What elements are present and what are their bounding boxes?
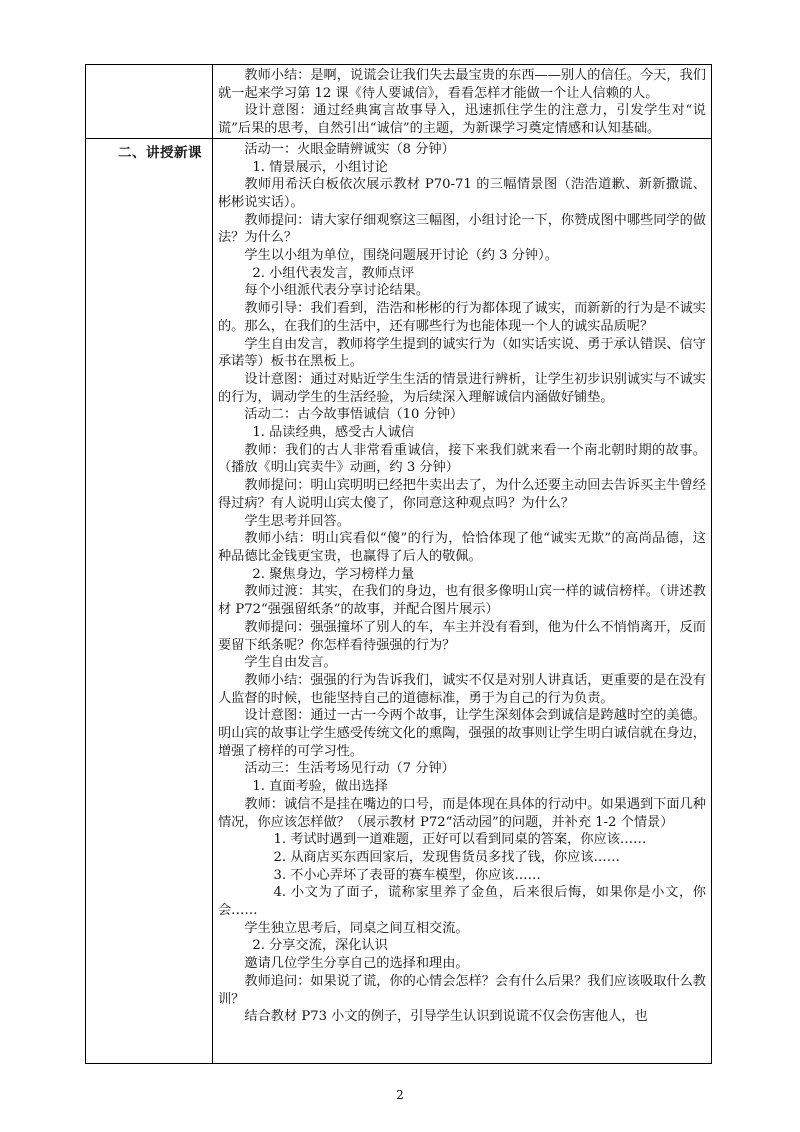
paragraph: 每个小组派代表分享讨论结果。	[244, 283, 430, 299]
paragraph: 教师用希沃白板依次展示教材 P70-71 的三幅情景图（浩浩道歉、新新撒谎、彬彬说实话）。	[218, 177, 706, 210]
paragraph: 教师提问：明山宾明明已经把牛卖出去了，为什么还要主动回去告诉买主牛曾经得过病？有人说明山宾太傻了，你同意这种观点吗？为什么？	[218, 478, 706, 511]
paragraph: 活动三：生活考场见行动（7 分钟）	[244, 761, 455, 777]
paragraph: 2. 小组代表发言，教师点评	[252, 265, 415, 281]
paragraph: 2. 分享交流，深化认识	[252, 938, 388, 954]
paragraph: 结合教材 P73 小文的例子，引导学生认识到说谎不仅会伤害他人，也	[244, 1009, 648, 1025]
paragraph: 2. 从商店买东西回家后，发现售货员多找了钱，你应该……	[273, 849, 620, 865]
page-number: 2	[396, 1088, 404, 1102]
paragraph: 学生以小组为单位，围绕问题展开讨论（约 3 分钟）。	[244, 248, 558, 264]
paragraph: 教师小结：强强的行为告诉我们，诚实不仅是对别人讲真话，更重要的是在没有人监督的时候，也能坚持自己的道德标准，勇于为自己的行为负责。	[218, 672, 706, 706]
paragraph: 1. 品读经典，感受古人诚信	[252, 425, 415, 441]
paragraph: 设计意图：通过对贴近学生生活的情景进行辨析，让学生初步识别诚实与不诚实的行为，调动学生的生活经验，为后续深入理解诚信内涵做好铺垫。	[218, 371, 706, 405]
paragraph: 教师追问：如果说了谎，你的心情会怎样？会有什么后果？我们应该吸取什么教训？	[218, 973, 706, 1007]
paragraph: 邀请几位学生分享自己的选择和理由。	[244, 956, 469, 972]
paragraph: 1. 考试时遇到一道难题，正好可以看到同桌的答案，你应该……	[273, 832, 647, 848]
paragraph: 设计意图：通过经典寓言故事导入，迅速抓住学生的注意力，引发学生对“说谎”后果的思考，自然引出“诚信”的主题，为新课学习奠定情感和认知基础。	[218, 103, 706, 137]
paragraph: 设计意图：通过一古一今两个故事，让学生深刻体会到诚信是跨越时空的美德。明山宾的故事让学生感受传统文化的熏陶，强强的故事则让学生明白诚信就在身边，增强了榜样的可学习性。	[218, 708, 706, 759]
paragraph: 2. 聚焦身边，学习榜样力量	[252, 566, 415, 582]
paragraph: 教师：诚信不是挂在嘴边的口号，而是体现在具体的行动中。如果遇到下面几种情况，你应该怎样做？（展示教材 P72“活动园”的问题，并补充 1-2 个情景）	[218, 796, 706, 830]
paragraph: 3. 不小心弄坏了表哥的赛车模型，你应该……	[273, 867, 541, 883]
paragraph: 教师小结：明山宾看似“傻”的行为，恰恰体现了他“诚实无欺”的高尚品德，这种品德比金钱更宝贵，也赢得了后人的敬佩。	[218, 531, 706, 564]
paragraph: 教师小结：是啊，说谎会让我们失去最宝贵的东西——别人的信任。今天，我们就一起来学习第 12 课《待人要诚信》，看看怎样才能做一个让人信赖的人。	[218, 68, 706, 101]
content-cell	[213, 138, 712, 1063]
paragraph: 活动二：古今故事悟诚信（10 分钟）	[244, 407, 464, 423]
paragraph: 学生自由发言，教师将学生提到的诚实行为（如实话实说、勇于承认错误、信守承诺等）板书在黑板上。	[218, 336, 706, 370]
paragraph: 学生独立思考后，同桌之间互相交流。	[244, 920, 469, 936]
lesson-plan-table	[85, 64, 712, 1064]
paragraph: 活动一：火眼金睛辨诚实（8 分钟）	[244, 141, 455, 157]
paragraph: 学生自由发言。	[244, 655, 337, 671]
paragraph: 4. 小文为了面子，谎称家里养了金鱼，后来很后悔，如果你是小文，你会……	[218, 885, 706, 919]
new-lesson-content	[213, 139, 711, 1026]
paragraph: 学生思考并回答。	[244, 513, 350, 529]
intro-content	[213, 65, 711, 138]
content-cell	[213, 65, 712, 139]
table-row-intro	[86, 65, 712, 139]
paragraph: 1. 直面考验，做出选择	[252, 779, 388, 795]
paragraph: 教师提问：强强撞坏了别人的车，车主并没有看到，他为什么不悄悄离开，反而要留下纸条呢？你怎样看待强强的行为？	[218, 619, 706, 653]
section-label	[86, 65, 212, 67]
table-row-new-lesson	[86, 138, 712, 1063]
paragraph: 1. 情景展示，小组讨论	[252, 159, 388, 175]
paragraph: 教师过渡：其实，在我们的身边，也有很多像明山宾一样的诚信榜样。（讲述教材 P72“强强留纸条”的故事，并配合图片展示）	[218, 584, 706, 618]
paragraph: 教师：我们的古人非常看重诚信，接下来我们就来看一个南北朝时期的故事。（播放《明山宾卖牛》动画，约 3 分钟）	[218, 442, 706, 476]
section-label-cell	[86, 138, 213, 1063]
section-label-new-lesson: 二、讲授新课	[118, 144, 202, 161]
paragraph: 教师引导：我们看到，浩浩和彬彬的行为都体现了诚实，而新新的行为是不诚实的。那么，在我们的生活中，还有哪些行为也能体现一个人的诚实品质呢？	[218, 301, 706, 334]
paragraph: 教师提问：请大家仔细观察这三幅图，小组讨论一下，你赞成图中哪些同学的做法？为什么？	[218, 212, 706, 246]
section-label-cell	[86, 65, 213, 139]
